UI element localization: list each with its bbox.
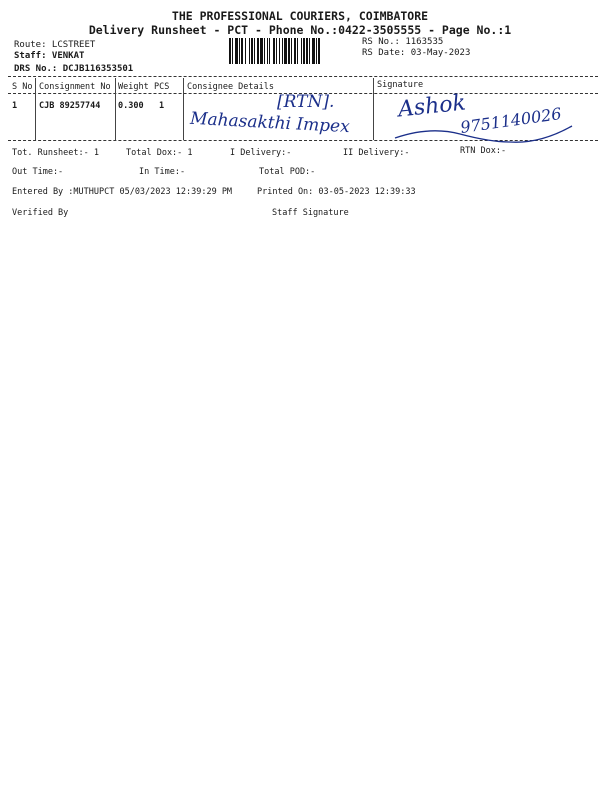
cell-sno: 1	[12, 101, 18, 111]
cell-weight: 0.300	[118, 101, 144, 111]
column-divider	[373, 78, 374, 140]
cell-consignment: CJB 89257744	[39, 101, 101, 111]
handwritten-phone: 9751140026	[459, 104, 563, 137]
tot-runsheet: Tot. Runsheet:- 1	[12, 148, 99, 158]
printed-on: Printed On: 03-05-2023 12:39:33	[257, 187, 416, 197]
barcode	[229, 38, 354, 64]
route-label: Route: LCSTREET	[14, 40, 96, 50]
entered-by: Entered By :MUTHUPCT 05/03/2023 12:39:29 PM	[12, 187, 233, 197]
verified-by: Verified By	[12, 208, 69, 218]
header-signature: Signature	[377, 80, 424, 90]
in-time: In Time:-	[139, 167, 186, 177]
total-pod: Total POD:-	[259, 167, 316, 177]
total-dox: Total Dox:- 1	[126, 148, 193, 158]
staff-signature: Staff Signature	[272, 208, 349, 218]
cell-pcs: 1	[159, 101, 165, 111]
header-sno: S No	[12, 82, 33, 92]
rs-number: RS No.: 1163535	[362, 37, 444, 47]
header-pcs: PCS	[154, 82, 170, 92]
rs-date: RS Date: 03-May-2023	[362, 48, 471, 58]
company-title: THE PROFESSIONAL COURIERS, COIMBATORE	[171, 9, 429, 23]
column-divider	[115, 78, 116, 140]
header-weight: Weight	[118, 82, 149, 92]
column-divider	[35, 78, 36, 140]
drs-number: DRS No.: DCJB116353501	[14, 64, 134, 74]
column-divider	[183, 78, 184, 140]
ii-delivery: II Delivery:-	[343, 148, 410, 158]
rtn-dox: RTN Dox:-	[460, 146, 507, 156]
table-top-rule	[8, 76, 598, 77]
i-delivery: I Delivery:-	[230, 148, 292, 158]
out-time: Out Time:-	[12, 167, 64, 177]
handwritten-signature: Ashok	[396, 90, 468, 123]
handwritten-rtn: [RTN].	[277, 92, 335, 112]
staff-label: Staff: VENKAT	[14, 51, 85, 61]
header-consignee: Consignee Details	[187, 82, 274, 92]
handwritten-consignee: Mahasakthi Impex	[189, 108, 351, 138]
header-consignment: Consignment No	[39, 82, 111, 92]
runsheet-subtitle: Delivery Runsheet - PCT - Phone No.:0422-3505555 - Page No.:1	[88, 23, 512, 37]
